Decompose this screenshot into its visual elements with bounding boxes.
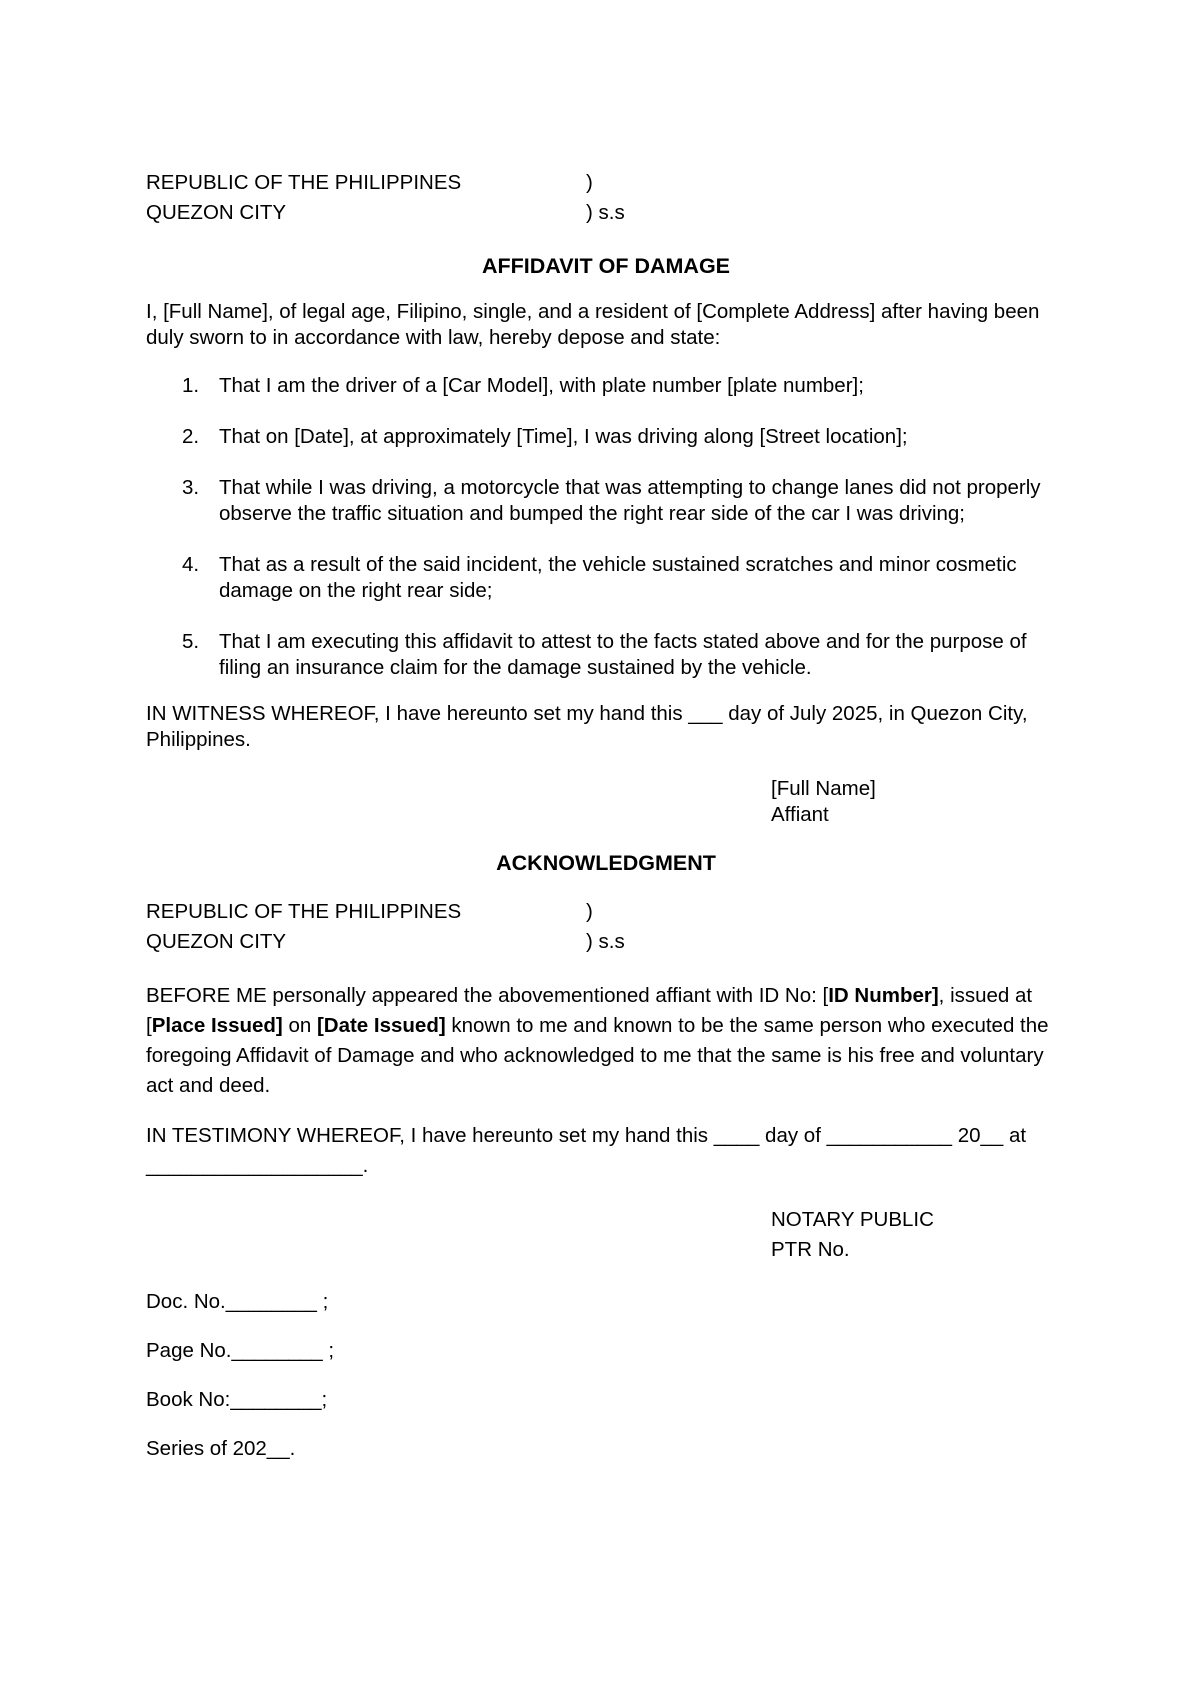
witness-paragraph: IN WITNESS WHEREOF, I have hereunto set my hand this ___ day of July 2025, in Quezon City, Philippines. <box>146 702 1028 751</box>
notary-ptr: PTR No. <box>771 1238 850 1261</box>
fact-item <box>146 552 1066 604</box>
before-text: on <box>282 1014 317 1037</box>
affiant-signature-block <box>771 776 1066 828</box>
document-title: AFFIDAVIT OF DAMAGE <box>481 254 731 278</box>
fact-text: That as a result of the said incident, the vehicle sustained scratches and minor cosmetic damage on the right rear side; <box>219 553 1017 602</box>
notarial-register <box>146 1289 1066 1462</box>
venue-paren: ) <box>586 171 593 194</box>
fact-item <box>146 424 1066 450</box>
intro-paragraph: I, [Full Name], of legal age, Filipino, single, and a resident of [Complete Address] after having been duly sworn to in accordance with law, hereby depose and state: <box>146 300 1040 349</box>
fact-number: 1. <box>182 374 200 397</box>
affiant-role: Affiant <box>771 803 829 826</box>
venue-city: QUEZON CITY <box>146 201 287 224</box>
affiant-name: [Full Name] <box>771 777 876 800</box>
fact-text: That I am executing this affidavit to attest to the facts stated above and for the purpose of filing an insurance claim for the damage sustained by the vehicle. <box>219 630 1027 679</box>
venue-line-country <box>146 899 1066 929</box>
notary-signature-block <box>771 1205 1066 1265</box>
venue-ss: ) s.s <box>586 930 625 953</box>
fact-number: 3. <box>182 476 200 499</box>
doc-number-line: Doc. No.________ ; <box>146 1290 329 1313</box>
fact-item <box>146 373 1066 399</box>
before-me-paragraph <box>146 981 1066 1101</box>
fact-number: 4. <box>182 553 200 576</box>
book-number-line: Book No:________; <box>146 1388 328 1411</box>
venue-line-city <box>146 929 1066 959</box>
venue-line-country <box>146 170 1066 200</box>
venue-line-city <box>146 200 1066 230</box>
fact-text: That I am the driver of a [Car Model], with plate number [plate number]; <box>219 374 864 397</box>
place-issued-placeholder: Place Issued] <box>151 1014 283 1037</box>
notary-title: NOTARY PUBLIC <box>771 1208 934 1231</box>
id-number-placeholder: ID Number] <box>828 984 939 1007</box>
facts-list <box>146 373 1066 681</box>
fact-number: 5. <box>182 630 200 653</box>
venue-city: QUEZON CITY <box>146 930 287 953</box>
series-line: Series of 202__. <box>146 1437 296 1460</box>
venue-country: REPUBLIC OF THE PHILIPPINES <box>146 900 462 923</box>
before-text: known to me and known to be the same person who executed the foregoing Affidavit of Damage and who acknowledged to me that the same is his free and voluntary act and deed. <box>146 1014 1049 1097</box>
fact-number: 2. <box>182 425 200 448</box>
acknowledgment-title: ACKNOWLEDGMENT <box>496 851 716 875</box>
before-text: , issued at [ <box>146 984 1033 1037</box>
venue-block-ack <box>146 899 1066 959</box>
venue-ss: ) s.s <box>586 201 625 224</box>
page-number-line: Page No.________ ; <box>146 1339 335 1362</box>
venue-paren: ) <box>586 900 593 923</box>
fact-item <box>146 475 1066 527</box>
fact-text: That on [Date], at approximately [Time], I was driving along [Street location]; <box>219 425 908 448</box>
document-page <box>146 170 1066 1462</box>
testimony-paragraph: IN TESTIMONY WHEREOF, I have hereunto set my hand this ____ day of ___________ 20__ at ___________________. <box>146 1124 1027 1177</box>
fact-text: That while I was driving, a motorcycle that was attempting to change lanes did not properly observe the traffic situation and bumped the right rear side of the car I was driving; <box>219 476 1041 525</box>
fact-item <box>146 629 1066 681</box>
date-issued-placeholder: [Date Issued] <box>316 1014 446 1037</box>
venue-country: REPUBLIC OF THE PHILIPPINES <box>146 171 462 194</box>
before-text: BEFORE ME personally appeared the abovementioned affiant with ID No: [ <box>146 984 829 1007</box>
